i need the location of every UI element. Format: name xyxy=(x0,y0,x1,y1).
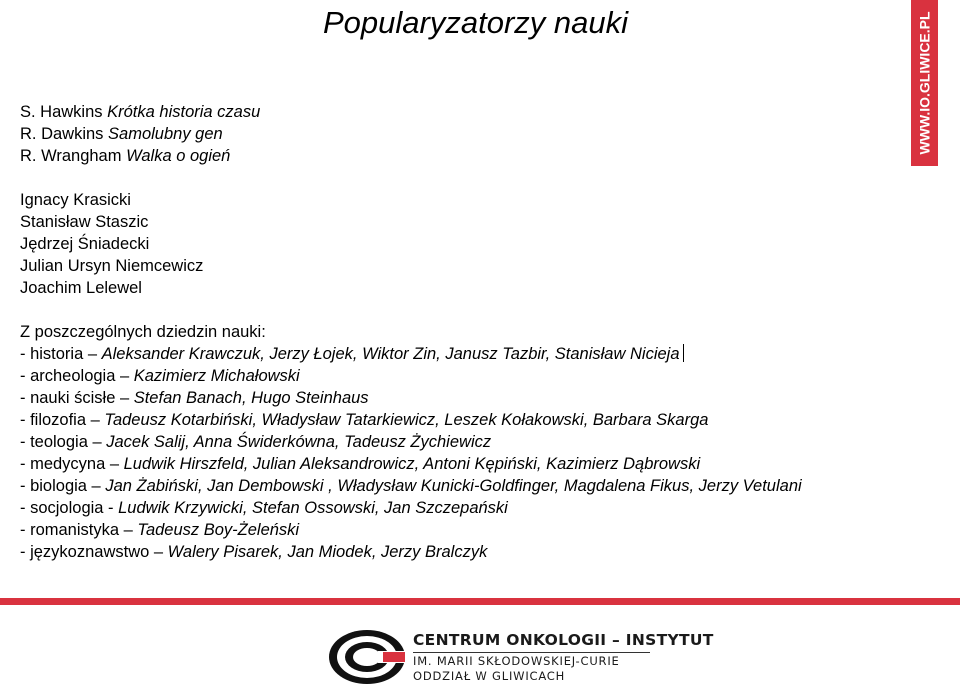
field-name: - archeologia – xyxy=(20,367,134,385)
historic-person: Ignacy Krasicki xyxy=(20,191,131,209)
field-names: Ludwik Hirszfeld, Julian Aleksandrowicz, Antoni Kępiński, Kazimierz Dąbrowski xyxy=(123,455,701,473)
field-names: Tadeusz Boy-Żeleński xyxy=(137,521,300,539)
field-names: Walery Pisarek, Jan Miodek, Jerzy Bralczyk xyxy=(167,543,488,561)
field-item xyxy=(20,343,900,365)
field-item xyxy=(20,409,900,431)
book-author: S. Hawkins xyxy=(20,103,103,121)
field-names: Jan Żabiński, Jan Dembowski , Władysław Kunicki-Goldfinger, Magdalena Fikus, Jerzy Vetulani xyxy=(105,477,802,495)
fields-heading: Z poszczególnych dziedzin nauki: xyxy=(20,323,266,341)
book-author: R. Wrangham xyxy=(20,147,122,165)
website-banner-graphic xyxy=(911,0,938,166)
field-names: Jacek Salij, Anna Świderkówna, Tadeusz Żychiewicz xyxy=(106,433,492,451)
field-item xyxy=(20,497,900,519)
book-title: Samolubny gen xyxy=(108,125,223,143)
field-item xyxy=(20,387,900,409)
website-banner xyxy=(911,0,938,166)
page-title: Popularyzatorzy nauki xyxy=(323,5,628,40)
field-item xyxy=(20,541,900,563)
field-name: - historia – xyxy=(20,345,102,363)
website-banner-text: WWW.IO.GLIWICE.PL xyxy=(916,11,933,155)
book-item xyxy=(20,101,900,123)
field-names: Kazimierz Michałowski xyxy=(133,367,300,385)
field-name: - filozofia – xyxy=(20,411,105,429)
institute-name-line1: CENTRUM ONKOLOGII – INSTYTUT xyxy=(413,631,714,649)
historic-person: Julian Ursyn Niemcewicz xyxy=(20,257,204,275)
institute-name xyxy=(413,631,714,684)
field-item xyxy=(20,475,900,497)
footer-divider-band xyxy=(0,598,960,605)
field-name: - językoznawstwo – xyxy=(20,543,168,561)
field-item xyxy=(20,453,900,475)
field-item xyxy=(20,431,900,453)
field-names: Ludwik Krzywicki, Stefan Ossowski, Jan Szczepański xyxy=(118,499,508,517)
field-name: - teologia – xyxy=(20,433,107,451)
book-author: R. Dawkins xyxy=(20,125,104,143)
content-body xyxy=(20,101,900,563)
field-name: - socjologia - xyxy=(20,499,119,517)
text-cursor xyxy=(683,344,684,362)
field-name: - romanistyka – xyxy=(20,521,138,539)
field-name: - biologia – xyxy=(20,477,106,495)
book-item xyxy=(20,145,900,167)
fields-list xyxy=(20,321,900,563)
institute-name-line2: IM. MARII SKŁODOWSKIEJ-CURIE xyxy=(413,654,620,668)
field-name: - medycyna – xyxy=(20,455,124,473)
field-item xyxy=(20,365,900,387)
field-names: Stefan Banach, Hugo Steinhaus xyxy=(133,389,369,407)
institute-logo xyxy=(328,628,714,688)
book-item xyxy=(20,123,900,145)
historic-popularizers-list xyxy=(20,189,900,299)
field-name: - nauki ścisłe – xyxy=(20,389,134,407)
historic-person: Jędrzej Śniadecki xyxy=(20,235,150,253)
book-title: Krótka historia czasu xyxy=(107,103,261,121)
historic-person: Joachim Lelewel xyxy=(20,279,142,297)
book-title: Walka o ogień xyxy=(126,147,231,165)
field-names: Tadeusz Kotarbiński, Władysław Tatarkiewicz, Leszek Kołakowski, Barbara Skarga xyxy=(104,411,709,429)
institute-name-line3: ODDZIAŁ W GLIWICACH xyxy=(413,669,566,683)
institute-logo-icon xyxy=(328,628,406,686)
field-item xyxy=(20,519,900,541)
historic-person: Stanisław Staszic xyxy=(20,213,149,231)
field-names: Aleksander Krawczuk, Jerzy Łojek, Wiktor Zin, Janusz Tazbir, Stanisław Nicieja xyxy=(101,345,680,363)
books-list xyxy=(20,101,900,167)
